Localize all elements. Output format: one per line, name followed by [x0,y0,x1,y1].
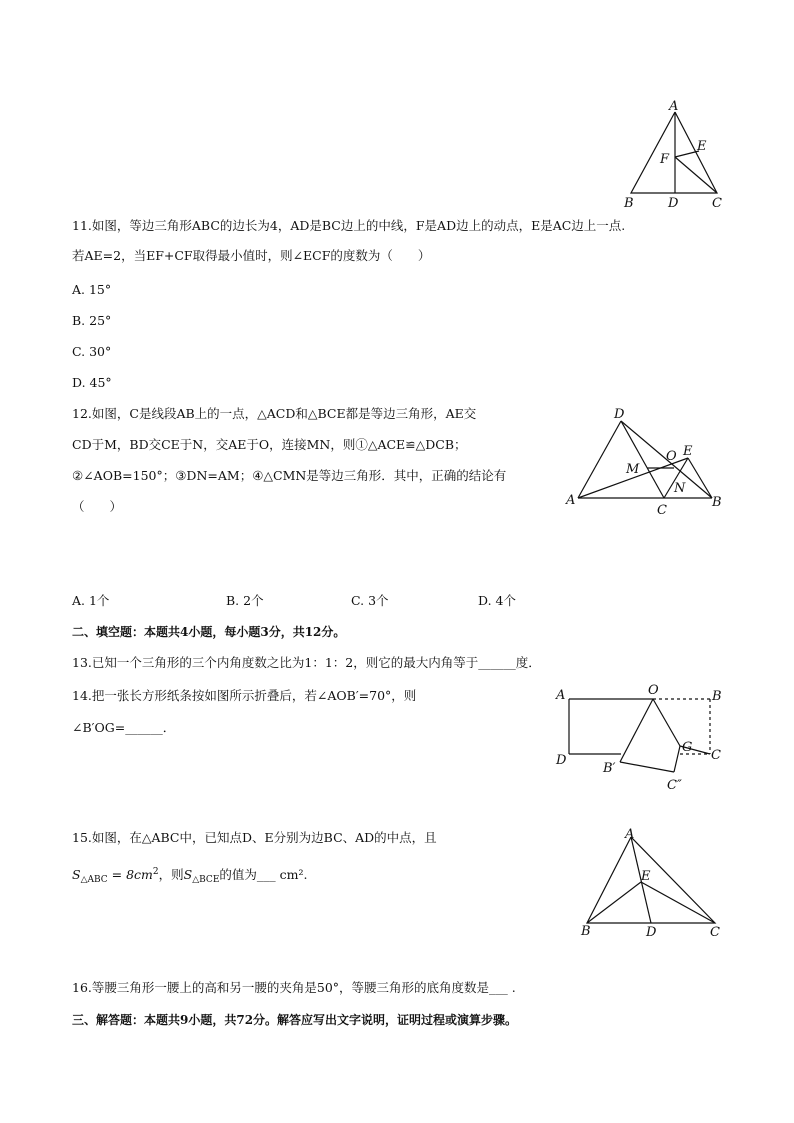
q14-label-c: C [711,748,721,763]
q11-label-c: C [712,196,722,211]
q11-line2: 若AE=2，当EF+CF取得最小值时，则∠ECF的度数为（ ） [72,248,431,263]
q15-label-c: C [710,925,720,940]
q15-equation: = 8cm [107,867,153,882]
q14-label-g: G [682,740,693,755]
q11-figure [615,100,735,212]
q11-option-b: B. 25° [72,313,112,328]
q11-option-d: D. 45° [72,375,112,390]
q14-label-a: A [556,688,566,703]
q14-label-c-prime: C″ [667,778,682,793]
q14-label-b-prime: B′ [603,761,616,776]
q11-label-a: A [669,100,679,114]
q12-line2: CD于M，BD交CE于N，交AE于O，连接MN，则①△ACE≌△DCB； [72,437,467,452]
q15-label-e: E [641,869,651,884]
q15-s2-subscript: △BCE [192,875,220,885]
q11-label-f: F [660,152,670,167]
q12-label-d: D [614,407,625,422]
q14-label-d: D [556,753,567,768]
q11-label-d: D [668,196,679,211]
q12-label-e: E [683,444,693,459]
q11-label-b: B [624,196,634,211]
q12-label-a: A [566,493,576,508]
section-2-heading: 二、填空题：本题共4小题，每小题3分，共12分。 [72,625,346,639]
q11-option-c: C. 30° [72,344,112,359]
q13-text: 13.已知一个三角形的三个内角度数之比为1：1：2，则它的最大内角等于______度． [72,655,541,670]
q15-s-symbol: S [72,867,81,882]
q14-line2: ∠B′OG=______． [72,720,176,735]
q15-label-d: D [646,925,657,940]
q12-option-d: D. 4个 [478,593,516,608]
q11-option-a: A. 15° [72,282,112,297]
q12-option-a: A. 1个 [72,593,110,608]
q15-figure [575,825,725,943]
q12-option-b: B. 2个 [226,593,264,608]
q11-line1: 11.如图，等边三角形ABC的边长为4，AD是BC边上的中线，F是AD边上的动点，E是AC边上一点. [72,218,626,233]
q12-label-b: B [712,495,722,510]
q15-s-subscript: △ABC [80,875,108,885]
q15-s2-symbol: S [183,867,193,882]
q14-line1: 14.把一张长方形纸条按如图所示折叠后，若∠AOB′=70°，则 [72,688,417,703]
q12-figure [560,404,730,516]
q14-figure [552,683,732,795]
q15-superscript: 2 [152,867,159,877]
q12-label-n: N [674,481,686,496]
q12-label-c: C [657,503,667,516]
q14-label-o: O [648,683,659,698]
q16-text: 16.等腰三角形一腰上的高和另一腰的夹角是50°，等腰三角形的底角度数是___ . [72,980,516,995]
q15-tail-text: 的值为___ cm². [219,867,308,882]
q12-line1: 12.如图，C是线段AB上的一点，△ACD和△BCE都是等边三角形，AE交 [72,406,477,421]
q15-label-a: A [625,827,635,842]
q15-line1: 15.如图，在△ABC中，已知点D、E分别为边BC、AD的中点，且 [72,830,437,845]
q15-label-b: B [581,924,591,939]
q12-option-c: C. 3个 [351,593,389,608]
q12-label-o: O [666,449,677,464]
q15-mid-text: ，则 [158,867,184,882]
q11-label-e: E [697,139,707,154]
q15-line2 [72,864,307,888]
q12-line4: （ ） [72,499,123,514]
q12-line3: ②∠AOB=150°；③DN=AM；④△CMN是等边三角形．其中，正确的结论有 [72,468,507,483]
q14-label-b: B [712,689,722,704]
section-3-heading: 三、解答题：本题共9小题，共72分。解答应写出文字说明，证明过程或演算步骤。 [72,1013,518,1027]
q12-label-m: M [626,462,640,477]
